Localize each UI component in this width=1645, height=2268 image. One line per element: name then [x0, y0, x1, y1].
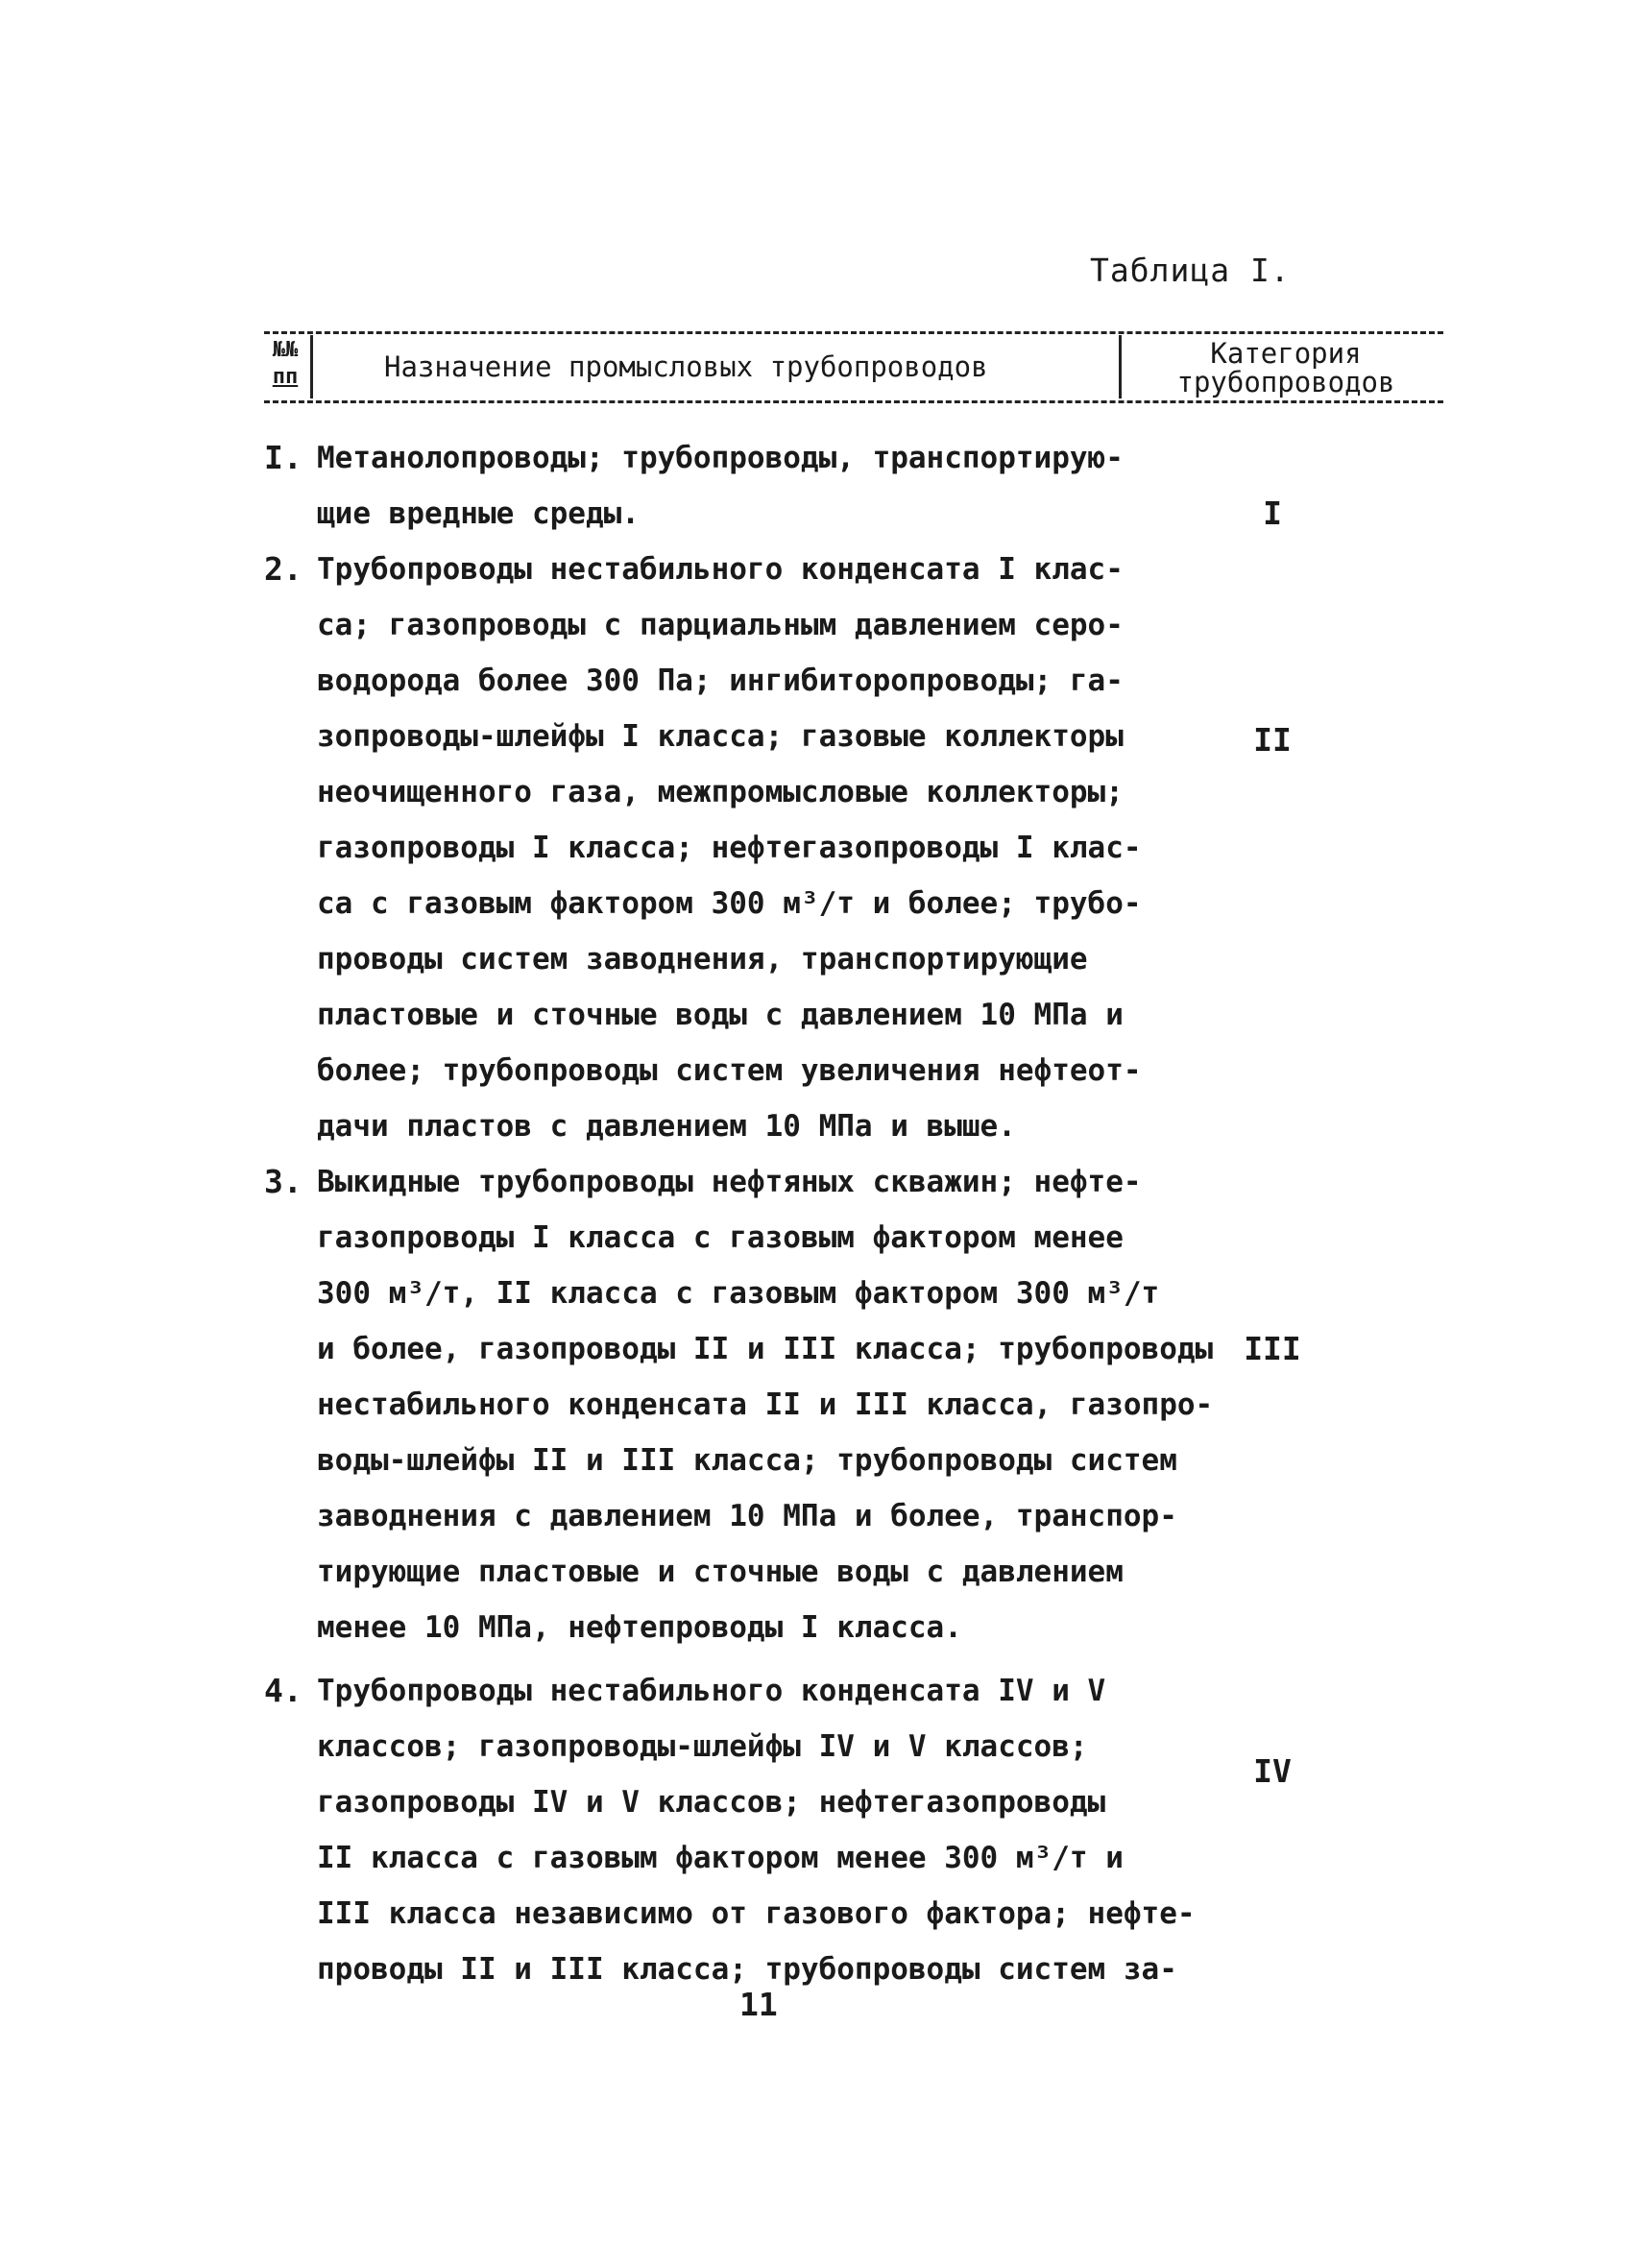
header-divider	[310, 335, 313, 398]
row-text-line: Трубопроводы нестабильного конденсата IV и V	[317, 1674, 1106, 1708]
row-text-line: Выкидные трубопроводы нефтяных скважин; нефте-	[317, 1165, 1142, 1199]
row-text-line: водорода более 300 Па; ингибиторопроводы; га-	[317, 664, 1124, 698]
row-description	[317, 1663, 1196, 1997]
row-description	[317, 542, 1191, 1154]
row-text-line: са; газопроводы с парциальным давлением серо-	[317, 608, 1124, 642]
row-category: II	[1253, 721, 1292, 759]
row-description	[317, 430, 1191, 542]
row-text-line: газопроводы IV и V классов; нефтегазопроводы	[317, 1785, 1106, 1820]
row-text-line: зопроводы-шлейфы I класса; газовые коллекторы	[317, 719, 1124, 754]
row-text-line: нестабильного конденсата II и III класса, газопро-	[317, 1387, 1214, 1422]
row-text-line: Метанолопроводы; трубопроводы, транспортирую-	[317, 441, 1124, 475]
header-category-line2: трубопроводов	[1176, 366, 1395, 398]
header-divider	[1119, 335, 1122, 398]
row-text-line: дачи пластов с давлением 10 МПа и выше.	[317, 1109, 1016, 1144]
row-number: 4.	[264, 1672, 302, 1709]
row-text-line: са с газовым фактором 300 м³/т и более; трубо-	[317, 886, 1142, 921]
header-category-column	[1128, 339, 1443, 397]
header-category-line1: Категория	[1210, 337, 1362, 370]
row-number: 2.	[264, 550, 302, 588]
row-text-line: более; трубопроводы систем увеличения нефтеот-	[317, 1053, 1142, 1088]
row-category: III	[1244, 1330, 1301, 1367]
row-text-line: 300 м³/т, II класса с газовым фактором 300 м³/т	[317, 1276, 1160, 1311]
row-text-line: неочищенного газа, межпромысловые коллекторы;	[317, 775, 1124, 809]
row-text-line: классов; газопроводы-шлейфы IV и V классов;	[317, 1729, 1088, 1764]
page-number: 11	[739, 1986, 778, 2023]
header-purpose-column: Назначение промысловых трубопроводов	[384, 350, 988, 383]
header-top-rule	[264, 331, 1443, 334]
row-text-line: воды-шлейфы II и III класса; трубопроводы систем	[317, 1443, 1177, 1478]
row-text-line: и более, газопроводы II и III класса; трубопроводы	[317, 1332, 1214, 1366]
row-text-line: менее 10 МПа, нефтепроводы I класса.	[317, 1610, 962, 1645]
row-text-line: проводы II и III класса; трубопроводы систем за-	[317, 1952, 1177, 1987]
row-text-line: газопроводы I класса; нефтегазопроводы I клас-	[317, 831, 1142, 865]
row-text-line: проводы систем заводнения, транспортирующие	[317, 942, 1088, 977]
row-description	[317, 1154, 1214, 1655]
row-text-line: II класса с газовым фактором менее 300 м³/т и	[317, 1841, 1124, 1875]
row-text-line: щие вредные среды.	[317, 496, 640, 531]
header-number-line1: №№	[272, 338, 299, 362]
row-number: I.	[264, 439, 302, 476]
row-number: 3.	[264, 1163, 302, 1200]
header-number-line2: пп	[272, 365, 299, 389]
header-number-column	[264, 337, 306, 391]
row-text-line: газопроводы I класса с газовым фактором менее	[317, 1220, 1124, 1255]
row-text-line: пластовые и сточные воды с давлением 10 МПа и	[317, 998, 1124, 1032]
row-text-line: Трубопроводы нестабильного конденсата I клас-	[317, 552, 1124, 587]
header-bottom-rule	[264, 400, 1443, 403]
row-text-line: тирующие пластовые и сточные воды с давлением	[317, 1555, 1124, 1589]
row-text-line: заводнения с давлением 10 МПа и более, транспор-	[317, 1499, 1177, 1533]
table-header	[264, 331, 1443, 400]
row-text-line: III класса независимо от газового фактора; нефте-	[317, 1896, 1196, 1931]
row-category: I	[1263, 495, 1282, 532]
table-caption: Таблица I.	[1090, 252, 1291, 289]
row-category: IV	[1253, 1752, 1292, 1790]
